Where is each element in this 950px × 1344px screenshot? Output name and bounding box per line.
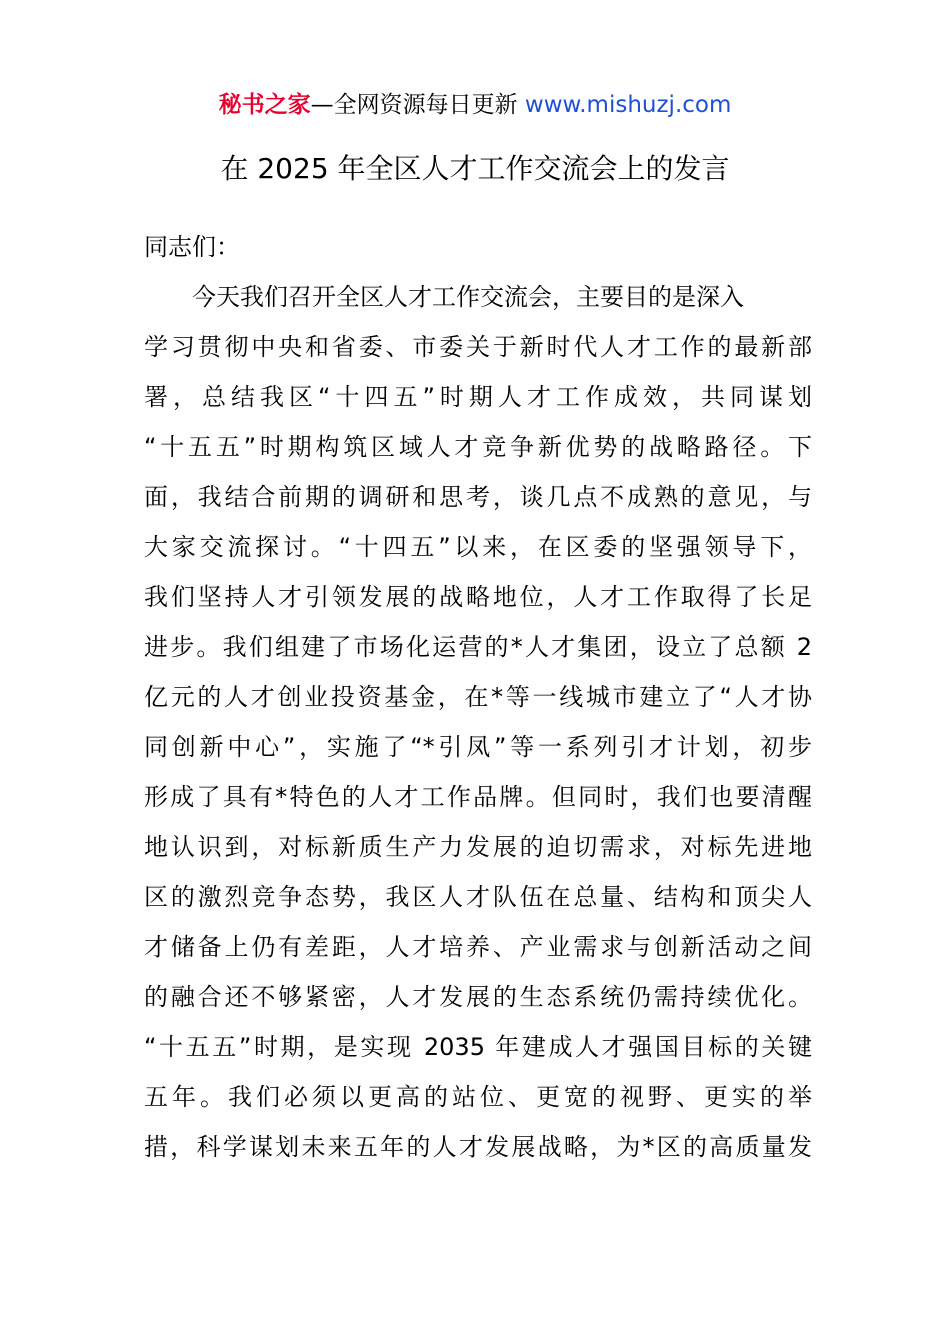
- site-header: [0, 88, 950, 122]
- paragraph-line: 面，我结合前期的调研和思考，谈几点不成熟的意见，与: [144, 483, 812, 511]
- salutation: 同志们：: [144, 233, 240, 261]
- paragraph-line: 五年。我们必须以更高的站位、更宽的视野、更实的举: [144, 1083, 812, 1111]
- site-url[interactable]: www.mishuzj.com: [524, 92, 732, 118]
- paragraph-line: 学习贯彻中央和省委、市委关于新时代人才工作的最新部: [144, 333, 812, 361]
- paragraph-line: 进步。我们组建了市场化运营的*人才集团，设立了总额 2: [144, 633, 812, 661]
- paragraph-line: 亿元的人才创业投资基金，在*等一线城市建立了“人才协: [144, 683, 812, 711]
- paragraph-line: “十五五”时期，是实现 2035 年建成人才强国目标的关键: [144, 1033, 812, 1061]
- paragraph-line: 大家交流探讨。“十四五”以来，在区委的坚强领导下，: [144, 533, 812, 561]
- document-body: [144, 222, 812, 1172]
- site-tagline: —全网资源每日更新: [310, 92, 525, 118]
- paragraph-line: 我们坚持人才引领发展的战略地位，人才工作取得了长足: [144, 583, 812, 611]
- site-brand: 秘书之家: [218, 92, 311, 118]
- paragraph-line: 署，总结我区“十四五”时期人才工作成效，共同谋划: [144, 383, 812, 411]
- paragraph-line: 才储备上仍有差距，人才培养、产业需求与创新活动之间: [144, 933, 812, 961]
- paragraph-line: 今天我们召开全区人才工作交流会，主要目的是深入: [192, 283, 744, 311]
- document-title: 在 2025 年全区人才工作交流会上的发言: [220, 152, 730, 185]
- paragraph-line: 形成了具有*特色的人才工作品牌。但同时，我们也要清醒: [144, 783, 812, 811]
- paragraph-line: 地认识到，对标新质生产力发展的迫切需求，对标先进地: [144, 833, 812, 861]
- paragraph-line: 区的激烈竞争态势，我区人才队伍在总量、结构和顶尖人: [144, 883, 812, 911]
- paragraph-line: 措，科学谋划未来五年的人才发展战略，为*区的高质量发: [144, 1133, 812, 1161]
- paragraph-line: “十五五”时期构筑区域人才竞争新优势的战略路径。下: [144, 433, 812, 461]
- paragraph-line: 同创新中心”，实施了“*引凤”等一系列引才计划，初步: [144, 733, 812, 761]
- paragraph-line: 的融合还不够紧密，人才发展的生态系统仍需持续优化。: [144, 983, 812, 1011]
